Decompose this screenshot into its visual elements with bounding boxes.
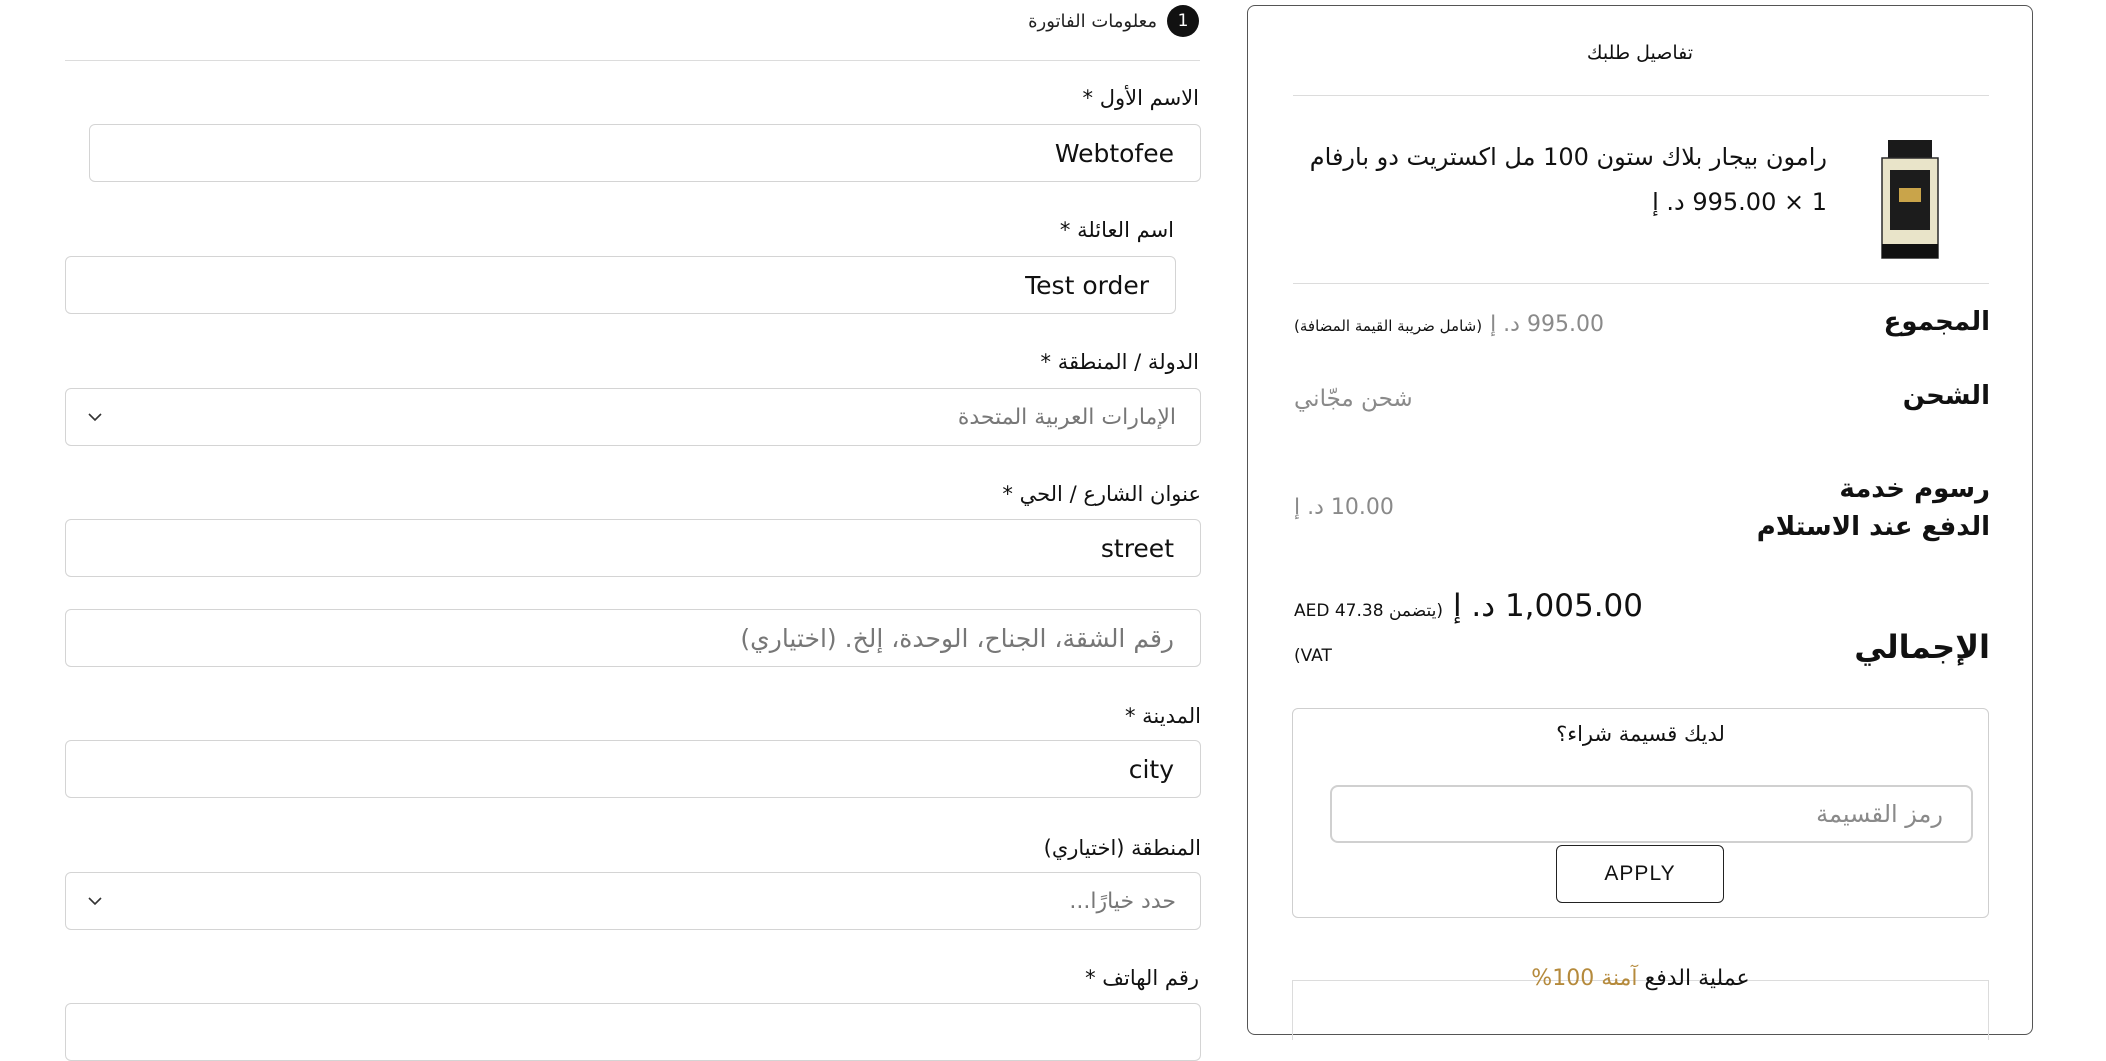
country-select[interactable]	[65, 388, 1201, 446]
first-name-field[interactable]	[89, 124, 1201, 182]
product-info	[1293, 135, 1827, 225]
total-value-group	[1294, 588, 1643, 624]
first-name-value: Webtofee	[1054, 138, 1174, 168]
subtotal-value: 995.00 د. إ	[1490, 312, 1604, 337]
shipping-label: الشحن	[1902, 381, 1990, 411]
city-value: city	[1128, 754, 1174, 784]
secure-payment-text	[1292, 966, 1989, 991]
country-value: الإمارات العربية المتحدة	[957, 404, 1176, 430]
phone-label: رقم الهاتف *	[1085, 966, 1199, 990]
first-name-label: الاسم الأول *	[1082, 86, 1199, 110]
product-name: رامون بيجار بلاك ستون 100 مل اكستريت دو بارفام	[1309, 143, 1827, 171]
shipping-value: شحن مجّاني	[1294, 386, 1413, 412]
step-divider	[65, 60, 1200, 61]
cod-fee-label-line2: الدفع عند الاستلام	[1756, 512, 1990, 542]
coupon-placeholder: رمز القسيمة	[1816, 800, 1943, 828]
street-label: عنوان الشارع / الحي *	[1002, 482, 1201, 506]
cod-fee-label-line1: رسوم خدمة	[1839, 474, 1990, 504]
secure-payment-label: عملية الدفع	[1644, 966, 1750, 991]
subtotal-value-group	[1294, 312, 1604, 337]
order-summary-title: تفاصيل طلبك	[1586, 42, 1694, 64]
total-vat-note-line2: VAT)	[1294, 646, 1332, 666]
total-label: الإجمالي	[1854, 628, 1990, 666]
apartment-field[interactable]	[65, 609, 1201, 667]
total-vat-note-line1: (يتضمن AED 47.38	[1294, 601, 1443, 621]
apply-coupon-button[interactable]: APPLY	[1556, 845, 1724, 903]
region-select[interactable]	[65, 872, 1201, 930]
last-name-label: اسم العائلة *	[1059, 218, 1174, 242]
billing-step-header	[1028, 6, 1199, 36]
product-quantity-price: 1 × 995.00 د. إ	[1652, 188, 1827, 216]
city-field[interactable]	[65, 740, 1201, 798]
last-name-field[interactable]	[65, 256, 1176, 314]
street-field[interactable]	[65, 519, 1201, 577]
product-divider	[1293, 283, 1989, 284]
chevron-down-icon	[88, 894, 102, 908]
cod-fee-value: 10.00 د. إ	[1294, 495, 1394, 520]
title-divider	[1293, 95, 1989, 96]
total-value: 1,005.00 د. إ	[1452, 588, 1643, 624]
phone-field[interactable]	[65, 1003, 1201, 1061]
cod-fee-label	[1757, 470, 1990, 546]
street-value: street	[1100, 533, 1174, 563]
city-label: المدينة *	[1124, 704, 1201, 728]
apartment-placeholder: رقم الشقة، الجناح، الوحدة، إلخ. (اختياري)	[740, 623, 1174, 653]
coupon-input[interactable]	[1330, 785, 1973, 843]
secure-payment-highlight: آمنة 100%	[1531, 966, 1638, 991]
last-name-value: Test order	[1025, 270, 1149, 300]
step-number-badge: 1	[1167, 5, 1199, 37]
step-title: معلومات الفاتورة	[1028, 10, 1157, 32]
region-placeholder: حدد خيارًا...	[1069, 888, 1176, 914]
region-label: المنطقة (اختياري)	[1043, 836, 1201, 860]
coupon-question: لديك قسيمة شراء؟	[1556, 722, 1725, 746]
subtotal-vat-note: (شامل ضريبة القيمة المضافة)	[1294, 317, 1483, 335]
product-image	[1880, 140, 1940, 260]
chevron-down-icon	[88, 410, 102, 424]
country-label: الدولة / المنطقة *	[1040, 350, 1199, 374]
subtotal-label: المجموع	[1883, 307, 1990, 337]
